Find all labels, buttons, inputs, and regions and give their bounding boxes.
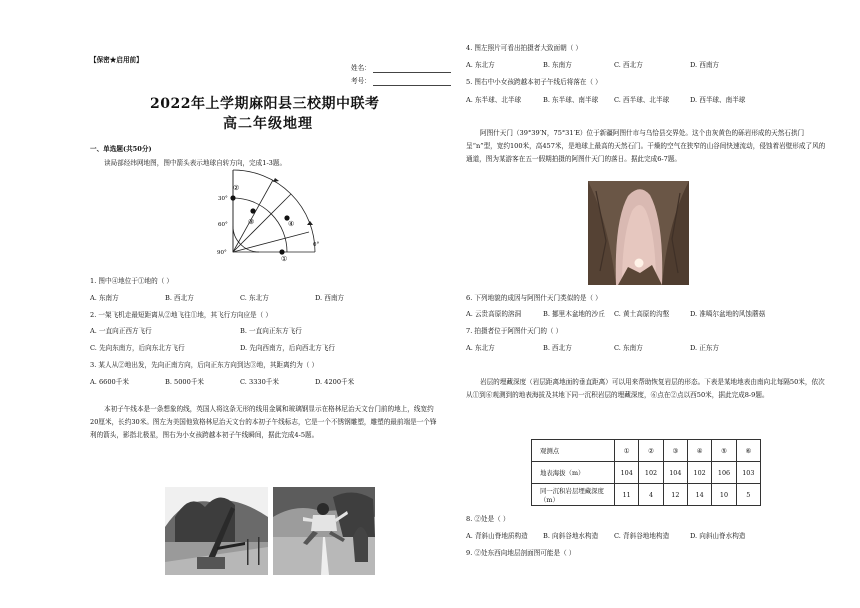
table-header-cell: ③ xyxy=(663,440,687,462)
q7-option-a[interactable]: A. 东北方 xyxy=(466,344,495,352)
table-header-cell: ② xyxy=(639,440,663,462)
table-header-cell: ⑤ xyxy=(712,440,736,462)
point-1-dot xyxy=(279,249,284,254)
name-label: 姓名： xyxy=(351,64,371,72)
rotation-arrow-icon xyxy=(273,178,279,182)
confidential-mark: 【保密★启用前】 xyxy=(90,56,143,64)
q4-option-c[interactable]: C. 西北方 xyxy=(614,61,643,69)
q2-option-d[interactable]: D. 先向西南方，后向西北方飞行 xyxy=(240,344,335,352)
q1-option-b[interactable]: B. 西北方 xyxy=(165,294,194,302)
q5-option-d[interactable]: D. 西半球、南半球 xyxy=(690,96,746,104)
q7-option-c[interactable]: C. 东南方 xyxy=(614,344,643,352)
q8-option-b[interactable]: B. 向斜谷地水构造 xyxy=(543,532,599,540)
q8-option-d[interactable]: D. 向斜山脊水构造 xyxy=(690,532,746,540)
question-2: 2. 一架飞机走最短距离从②地飞往①地，其飞行方向应是（ ） xyxy=(90,311,272,319)
table-cell: 104 xyxy=(615,462,639,484)
question-9: 9. ②处东西向地层剖面图可能是（ ） xyxy=(466,549,576,557)
meridian-b xyxy=(233,232,309,252)
exam-number-blank[interactable] xyxy=(373,78,451,86)
q1-option-d[interactable]: D. 西南方 xyxy=(315,294,345,302)
q7-option-b[interactable]: B. 西北方 xyxy=(543,344,572,352)
point-3-dot xyxy=(250,208,255,213)
passage-atushi-tianmen: 阿图什天门（39°39′N，75°31′E）位于新疆阿图什市与乌恰县交界处。这个由灰黄色的砾岩形成的天然石拱门呈“n”型，宽约100米，高457米，是地球上最高的天然石门。干燥的空气在狭窄的山谷间快速流动，侵蚀着岩壁形成了风的通道，图为某游客在五一假期拍摄的阿图什天门的落日。据此完成6-7题。 xyxy=(466,129,826,163)
table-cell: 10 xyxy=(712,484,736,506)
table-header-cell: 观测点 xyxy=(532,440,615,462)
q8-option-a[interactable]: A. 背斜山脊地质构造 xyxy=(466,532,528,540)
q1-option-a[interactable]: A. 东南方 xyxy=(90,294,119,302)
question-5: 5. 图右中小女孩跨越本初子午线后将落在（ ） xyxy=(466,78,602,86)
q6-option-a[interactable]: A. 云贵高原的溶洞 xyxy=(466,310,522,318)
table-cell: 106 xyxy=(712,462,736,484)
exam-subtitle: 高二年级地理 xyxy=(223,116,313,132)
label-lat-60: 60° xyxy=(218,222,228,228)
question-4: 4. 图左照片可看出拍摄者大致面朝（ ） xyxy=(466,44,582,52)
section-heading-single-choice: 一、单选题(共50分) xyxy=(90,145,152,153)
table-cell: 103 xyxy=(736,462,760,484)
intro-q1-3: 读局部经纬网地图，图中箭头表示地球自转方向，完成1-3题。 xyxy=(104,159,287,167)
table-row xyxy=(532,462,761,484)
q2-option-b[interactable]: B. 一直向正东方飞行 xyxy=(240,327,302,335)
q4-option-a[interactable]: A. 东北方 xyxy=(466,61,495,69)
q7-option-d[interactable]: D. 正东方 xyxy=(690,344,720,352)
passage-prime-meridian: 本初子午线本是一条想象的线，英国人将这条无形的线用金属和玻璃钢显示在格林尼治天文台门前的地上，线宽约20厘米，长约30米。图左为美国他致格林尼治天文台的本初子午线标志，它是一个不锈钢雕塑，雕塑的最前端是一个锋利的箭头，影指北极星，图右为小女孩跨越本初子午线瞬间，据此完成4-5题。 xyxy=(90,405,437,439)
table-cell: 14 xyxy=(687,484,711,506)
q2-option-a[interactable]: A. 一直向正西方飞行 xyxy=(90,327,152,335)
name-blank[interactable] xyxy=(373,65,451,73)
label-lat-90: 90° xyxy=(217,250,227,256)
question-8: 8. ②处是（ ） xyxy=(466,515,510,523)
label-lat-30: 30° xyxy=(218,196,228,202)
q3-option-c[interactable]: C. 3330千米 xyxy=(240,378,279,386)
question-7: 7. 拍摄者位于阿图什天门的（ ） xyxy=(466,327,563,335)
q3-option-b[interactable]: B. 5000千米 xyxy=(165,378,205,386)
table-cell: 104 xyxy=(663,462,687,484)
table-cell: 102 xyxy=(639,462,663,484)
table-header-row xyxy=(532,440,761,462)
q6-option-c[interactable]: C. 黄土高原的沟壑 xyxy=(614,310,670,318)
label-point-4: ④ xyxy=(288,220,295,228)
exam-number-field[interactable] xyxy=(351,77,451,86)
label-lon-0: 0° xyxy=(313,242,320,248)
q3-option-d[interactable]: D. 4200千米 xyxy=(315,378,355,386)
rotation-arrow-icon-2 xyxy=(307,221,313,225)
passage-rock-layer: 岩层的埋藏深度（岩层距离地面的垂直距离）可以用来帮助恢复岩层的形态。下表是某地地表由南向北每隔50米，依次从①到⑥观测到的地表海拔及其地下同一沉积岩层的埋藏深度，⑥点在②点以西50米，据此完成8-9题。 xyxy=(466,378,825,399)
photo-girl-crossing-meridian xyxy=(273,487,375,575)
exam-title: 2022年上学期麻阳县三校期中联考 xyxy=(150,96,380,112)
table-header-cell: ⑥ xyxy=(736,440,760,462)
table-header-cell: ① xyxy=(615,440,639,462)
exam-number-label: 考号： xyxy=(351,77,371,85)
label-point-2: ② xyxy=(233,184,240,192)
table-cell: 地表海拔（m） xyxy=(532,462,615,484)
table-cell: 5 xyxy=(736,484,760,506)
question-1: 1. 图中④地位于①地的（ ） xyxy=(90,277,174,285)
q4-option-b[interactable]: B. 东南方 xyxy=(543,61,572,69)
q2-option-c[interactable]: C. 先向东南方，后向东北方飞行 xyxy=(90,344,185,352)
table-header-cell: ④ xyxy=(687,440,711,462)
q4-option-d[interactable]: D. 西南方 xyxy=(690,61,720,69)
label-point-1: ① xyxy=(281,255,288,263)
question-3: 3. 某人从②地出发，先向正南方向，后向正东方向到达③地，其距离约为（ ） xyxy=(90,361,319,369)
name-field[interactable] xyxy=(351,64,451,73)
table-cell: 102 xyxy=(687,462,711,484)
q5-option-a[interactable]: A. 东半球、北半球 xyxy=(466,96,522,104)
question-6: 6. 下列地貌的成因与阿图什天门类似的是（ ） xyxy=(466,294,602,302)
q3-option-a[interactable]: A. 6600千米 xyxy=(90,378,129,386)
q1-option-c[interactable]: C. 东北方 xyxy=(240,294,269,302)
meridian-45 xyxy=(233,194,291,252)
q6-option-b[interactable]: B. 挪里木盆地的沙丘 xyxy=(543,310,605,318)
table-cell: 12 xyxy=(663,484,687,506)
photo-meridian-sculpture xyxy=(165,487,268,575)
q8-option-c[interactable]: C. 背斜谷地地构造 xyxy=(614,532,670,540)
photo-atushi-tianmen xyxy=(588,181,689,285)
table-cell: 同一沉积岩层埋藏深度（m） xyxy=(532,484,615,506)
point-2-dot xyxy=(230,195,235,200)
q6-option-d[interactable]: D. 准噶尔盆地的风蚀蘑菇 xyxy=(690,310,766,318)
label-point-3: ③ xyxy=(248,218,255,226)
table-row xyxy=(532,484,761,506)
graticule-map xyxy=(215,168,325,270)
table-cell: 11 xyxy=(615,484,639,506)
q5-option-b[interactable]: B. 东半球、南半球 xyxy=(543,96,599,104)
q5-option-c[interactable]: C. 西半球、北半球 xyxy=(614,96,670,104)
rock-layer-table xyxy=(531,439,761,506)
table-cell: 4 xyxy=(639,484,663,506)
